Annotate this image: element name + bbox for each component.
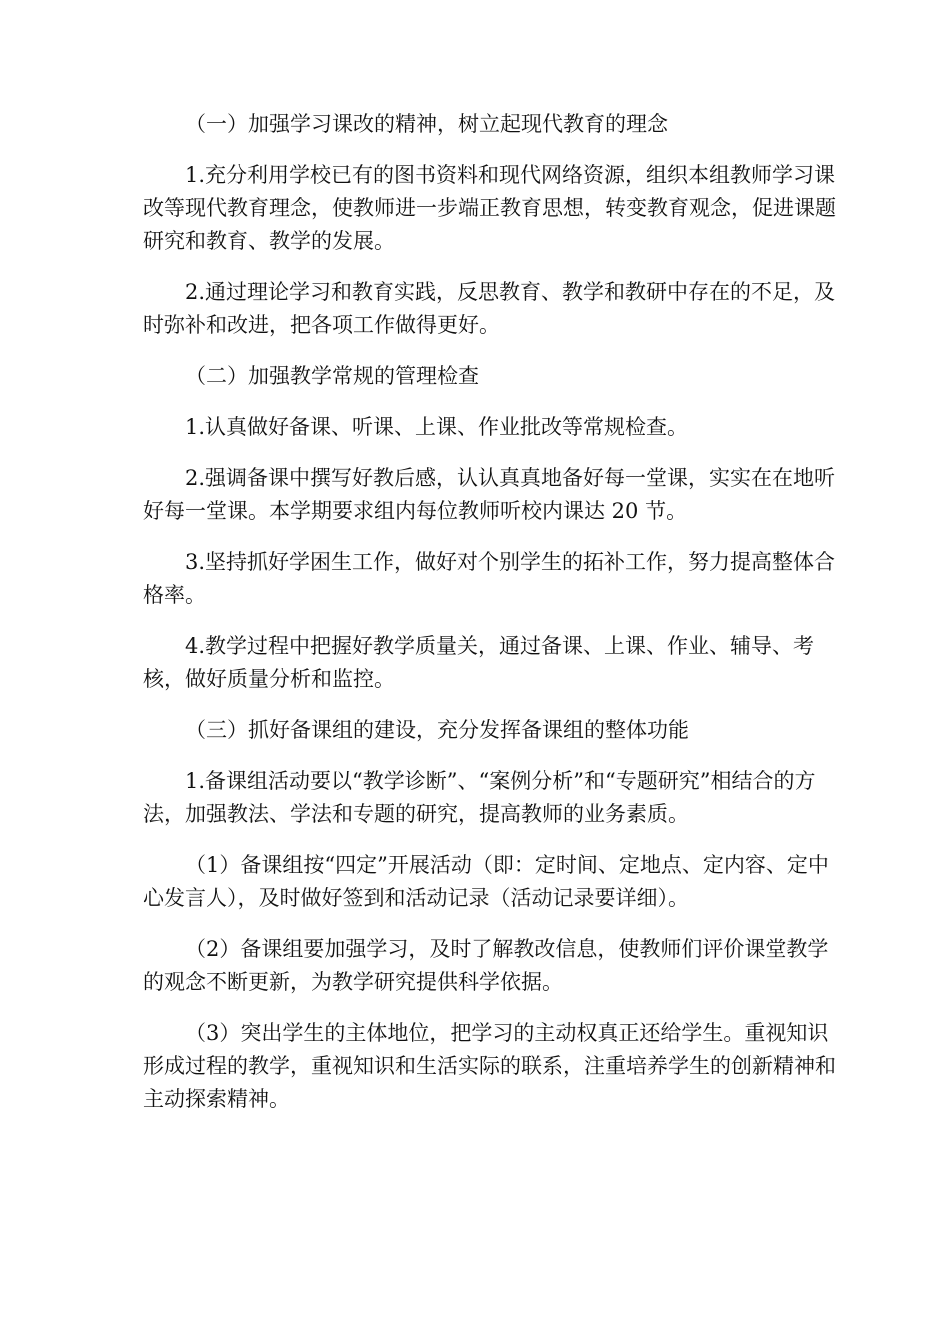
paragraph-2-2: 2.强调备课中撰写好教后感，认认真真地备好每一堂课，实实在在地听好每一堂课。本学期要求组内每位教师听校内课达 20 节。	[143, 466, 836, 523]
paragraph-3-1-a: （1）备课组按“四定”开展活动（即：定时间、定地点、定内容、定中心发言人），及时做好签到和活动记录（活动记录要详细）。	[143, 853, 829, 910]
paragraph-3-1-c: （3）突出学生的主体地位，把学习的主动权真正还给学生。重视知识形成过程的教学，重视知识和生活实际的联系，注重培养学生的创新精神和主动探索精神。	[143, 1021, 836, 1111]
section-heading-1: （一）加强学习课改的精神，树立起现代教育的理念	[185, 112, 668, 136]
paragraph-3-1-b: （2）备课组要加强学习，及时了解教改信息，使教师们评价课堂教学的观念不断更新，为教学研究提供科学依据。	[143, 937, 829, 994]
paragraph-1-1: 1.充分利用学校已有的图书资料和现代网络资源，组织本组教师学习课改等现代教育理念，使教师进一步端正教育思想，转变教育观念，促进课题研究和教育、教学的发展。	[143, 163, 836, 253]
section-heading-3: （三）抓好备课组的建设，充分发挥备课组的整体功能	[185, 718, 689, 742]
document-body	[143, 108, 843, 1134]
paragraph-2-1: 1.认真做好备课、听课、上课、作业批改等常规检查。	[185, 415, 689, 439]
paragraph-3-1: 1.备课组活动要以“教学诊断”、“案例分析”和“专题研究”相结合的方法，加强教法、学法和专题的研究，提高教师的业务素质。	[143, 769, 816, 826]
section-heading-2: （二）加强教学常规的管理检查	[185, 364, 479, 388]
paragraph-1-2: 2.通过理论学习和教育实践，反思教育、教学和教研中存在的不足，及时弥补和改进，把各项工作做得更好。	[143, 280, 836, 337]
paragraph-2-3: 3.坚持抓好学困生工作，做好对个别学生的拓补工作，努力提高整体合格率。	[143, 550, 836, 607]
paragraph-2-4: 4.教学过程中把握好教学质量关，通过备课、上课、作业、辅导、考核，做好质量分析和监控。	[143, 634, 815, 691]
